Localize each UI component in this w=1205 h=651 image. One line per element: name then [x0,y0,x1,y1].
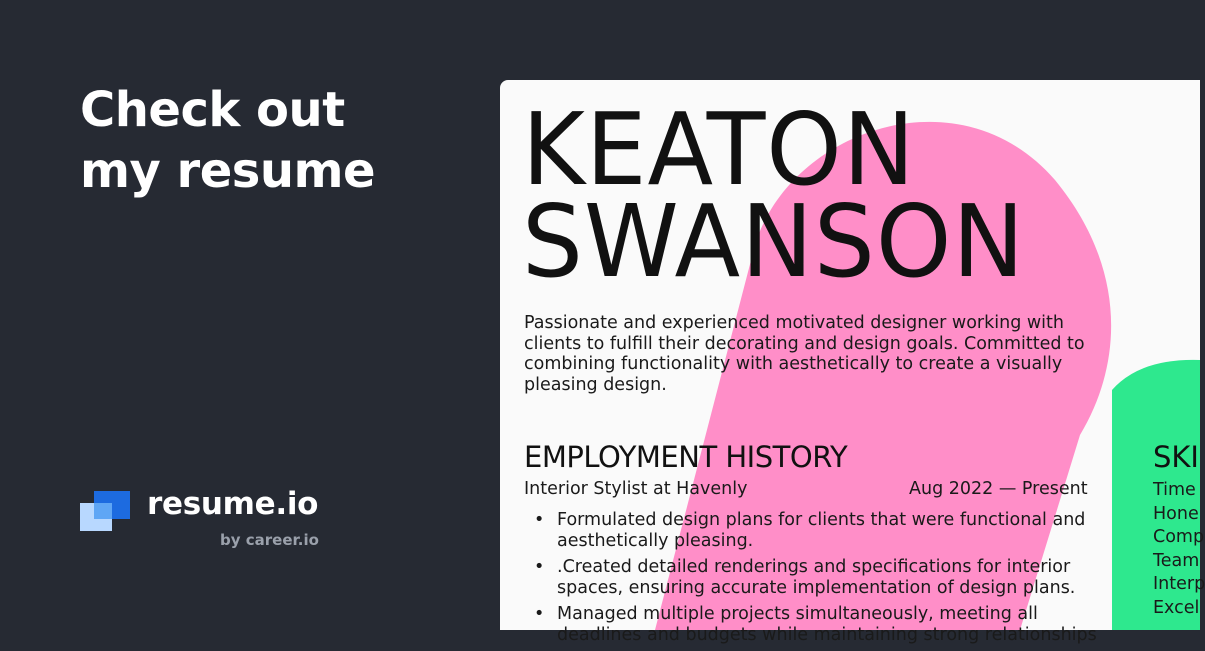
resume-summary: Passionate and experienced motivated designer working with clients to fulfill their decorating and design goals. Committed to combining functionality with aesthetically to create a visually pleasing design. [524,313,1085,395]
resume-first-name: KEATON [522,91,916,208]
list-item: Comp [1153,527,1205,547]
list-item: Interp [1153,574,1205,594]
headline-line-2: my resume [80,143,376,199]
resume-preview-card[interactable] [500,80,1205,645]
job-bullet-list [524,510,1114,651]
employment-history-heading: EMPLOYMENT HISTORY [524,440,848,474]
list-item: Time [1153,480,1196,500]
job-title: Interior Stylist at Havenly [524,479,748,499]
resume-last-name: SWANSON [522,183,1026,300]
resume-name [522,91,1026,300]
job-dates: Aug 2022 — Present [909,479,1088,499]
brand-subtitle: by career.io [220,531,319,549]
skills-list [1153,479,1205,620]
resume-io-logo-icon [80,491,130,531]
headline-line-1: Check out [80,82,345,138]
skills-heading: SKI [1153,440,1199,474]
list-item: Team [1153,550,1200,571]
list-item: • .Created detailed renderings and specifications for interior spaces, ensuring accurate implementation of design plans. [524,557,1114,598]
list-item: • Formulated design plans for clients that were functional and aesthetically pleasing. [524,510,1114,551]
list-item: Excel [1153,597,1200,618]
brand-name: resume.io [147,486,319,522]
list-item: • Managed multiple projects simultaneously, meeting all deadlines and budgets while maintaining strong relationships [524,604,1114,645]
headline [80,80,375,202]
list-item: Hone [1153,503,1199,524]
